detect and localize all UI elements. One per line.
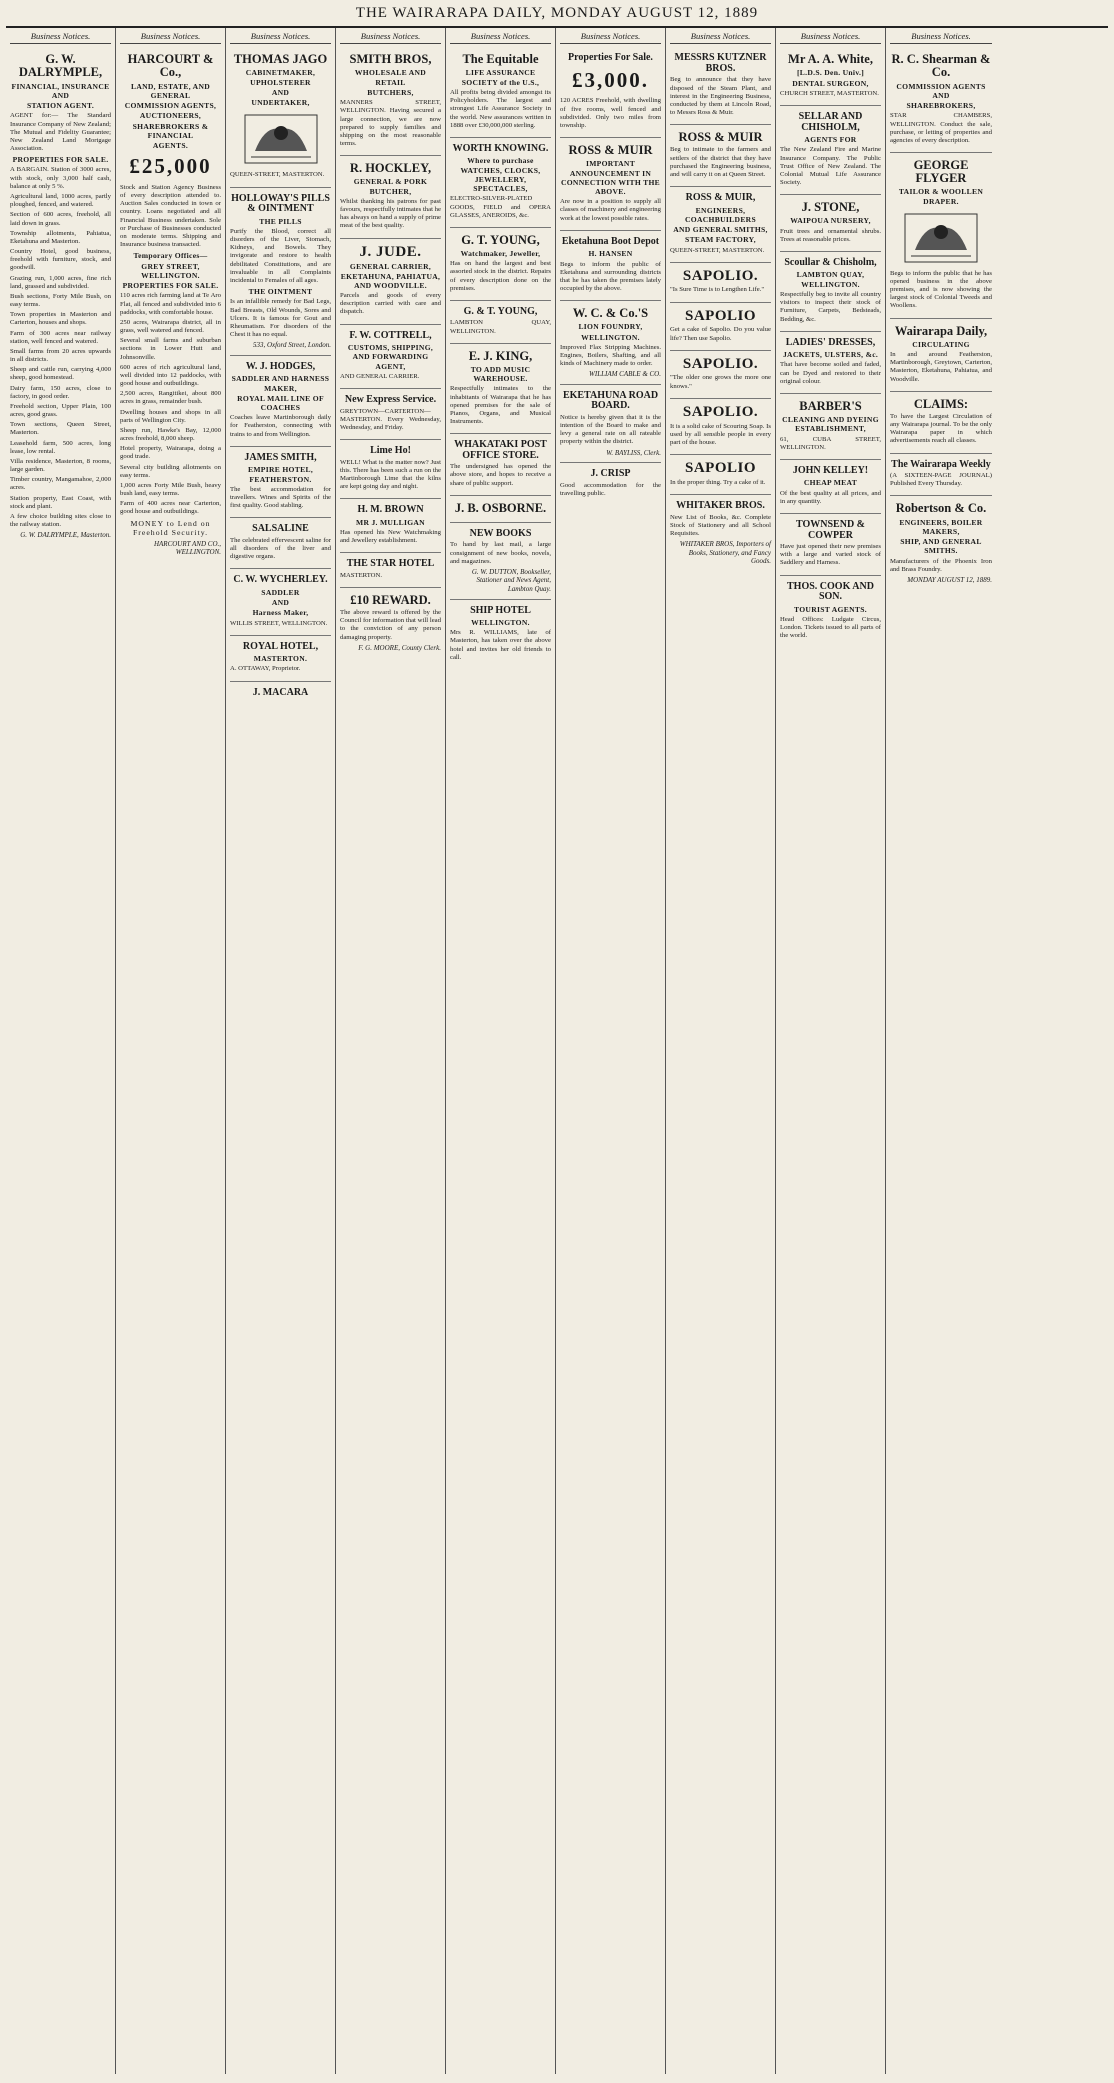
ad-title: ROSS & MUIR, xyxy=(685,192,756,204)
ad-subheading: LIFE ASSURANCE SOCIETY of the U.S., xyxy=(461,68,540,87)
ad-body: Purify the Blood, correct all disorders of the Liver, Stomach, Kidneys, and Bowels. They invigorate and restore to health debilitated Constitutions, and are invaluable in all Complaints incidental to Females of all ages. xyxy=(230,227,331,284)
column-6 xyxy=(556,28,666,2074)
ad-title: GEORGE FLYGER xyxy=(913,158,969,186)
advertisement xyxy=(230,682,331,706)
column-heading: Business Notices. xyxy=(450,28,551,44)
ad-subheading: SHAREBROKERS & FINANCIAL xyxy=(132,121,209,140)
ad-subheading: LAMBTON QUAY, WELLINGTON. xyxy=(796,270,865,289)
ad-body: Has opened his New Watchmaking and Jewellery establishment. xyxy=(340,528,441,545)
ad-body: Parcels and goods of every description carried with care and dispatch. xyxy=(340,292,441,316)
ad-title: J. B. OSBORNE. xyxy=(454,500,547,515)
ad-subheading: COMMISSION AGENTS, xyxy=(124,101,217,111)
ad-subheading: CIRCULATING xyxy=(912,339,970,349)
ad-subheading: Harness Maker, xyxy=(252,608,309,618)
advertisement xyxy=(890,47,992,153)
ad-body: AND GENERAL CARRIER. xyxy=(340,372,420,380)
ad-body: Good accommodation for the travelling public. xyxy=(560,481,661,497)
list-item: Farm of 400 acres near Carterton, good house and outbuildings. xyxy=(120,500,221,516)
ad-subheading: SADDLER xyxy=(261,587,300,597)
ad-subheading: EMPIRE HOTEL, FEATHERSTON. xyxy=(247,465,314,484)
ad-subheading: MASTERTON. xyxy=(253,654,308,664)
list-item: Hotel property, Wairarapa, doing a good trade. xyxy=(120,445,221,461)
ad-body: The above reward is offered by the Council for information that will lead to the conviction of any person damaging property. xyxy=(340,609,441,641)
advertisement xyxy=(670,495,771,571)
ad-title: HARCOURT & Co., xyxy=(127,52,214,80)
columns-container xyxy=(6,28,1108,2074)
ad-subheading: TAILOR & WOOLLEN DRAPER. xyxy=(898,187,984,206)
ad-body: To have the Largest Circulation of any Wairarapa journal. To be the only Wairarapa paper in which advertisements reach all classes. xyxy=(890,412,992,445)
list-item: 110 acres rich farming land at Te Aro Flat, all fenced and subdivided into 6 paddocks, with comfortable house. xyxy=(120,292,221,316)
ad-title: Robertson & Co. xyxy=(895,501,987,516)
ad-title: TOWNSEND & COWPER xyxy=(796,519,865,541)
advertisement xyxy=(340,325,441,389)
ad-subheading: CLEANING AND DYEING ESTABLISHMENT, xyxy=(782,415,879,434)
advertisement xyxy=(670,125,771,187)
ad-section-heading: GREY STREET, WELLINGTON. xyxy=(141,261,200,280)
column-heading: Business Notices. xyxy=(780,28,881,44)
ad-title: W. C. & Co.'S xyxy=(572,306,649,321)
ad-body: (A SIXTEEN-PAGE JOURNAL) Published Every Thursday. xyxy=(890,472,992,488)
list-item: Bush sections, Forty Mile Bush, on easy terms. xyxy=(10,292,111,309)
list-item: Country Hotel, good business, freehold with furniture, stock, and goodwill. xyxy=(10,248,111,272)
engraving-illustration xyxy=(897,210,985,266)
ad-section-heading: PROPERTIES FOR SALE. xyxy=(122,281,219,291)
ad-title: JOHN KELLEY! xyxy=(792,464,869,476)
ad-title: The Wairarapa Weekly xyxy=(891,458,991,470)
ad-subheading: GENERAL & PORK BUTCHER, xyxy=(353,177,428,196)
list-item: 1,000 acres Forty Mile Bush, heavy bush land, easy terms. xyxy=(120,481,221,498)
ad-title: J. MACARA xyxy=(252,686,309,698)
list-item: Agricultural land, 1000 acres, partly ploughed, fenced, and watered. xyxy=(10,192,111,209)
advertisement xyxy=(450,523,551,600)
ad-body: 120 ACRES Freehold, with dwelling of five rooms, well fenced and subdivided. Only two miles from township. xyxy=(560,97,661,129)
list-item: Township allotments, Pahiatua, Eketahuna and Masterton. xyxy=(10,229,111,245)
advertisement xyxy=(450,301,551,344)
ad-subheading: AUCTIONEERS, xyxy=(139,111,202,121)
ad-title: SAPOLIO. xyxy=(682,355,759,372)
ad-title: EKETAHUNA ROAD BOARD. xyxy=(562,389,659,412)
ad-subheading: MR J. MULLIGAN xyxy=(356,517,425,527)
column-9 xyxy=(886,28,996,2074)
ad-title: New Express Service. xyxy=(344,394,437,406)
list-item: Several city building allotments on easy terms. xyxy=(120,463,221,479)
ad-title: R. HOCKLEY, xyxy=(349,161,432,176)
ad-title: F. W. COTTRELL, xyxy=(349,329,432,341)
list-item: Dairy farm, 150 acres, close to factory, in good order. xyxy=(10,384,111,400)
ad-subheading: SADDLER AND HARNESS MAKER, xyxy=(231,374,330,393)
ad-body: Respectfully beg to invite all country visitors to inspect their stock of Furniture, Carpets, Bedsteads, Bedding, &c. xyxy=(780,290,881,323)
advertisement xyxy=(340,588,441,657)
advertisement xyxy=(450,600,551,669)
ad-title: SALSALINE xyxy=(252,523,309,535)
ad-subheading: CABINETMAKER, UPHOLSTERER xyxy=(245,68,316,87)
column-7 xyxy=(666,28,776,2074)
ad-title: THE STAR HOTEL xyxy=(346,558,435,570)
ad-body: Beg to intimate to the farmers and settlers of the district that they have purchased the Engineering business, and will carry it on at Queen Street. xyxy=(670,146,771,178)
advertisement xyxy=(340,553,441,588)
ad-signature: F. G. MOORE, County Clerk. xyxy=(358,643,441,652)
advertisement xyxy=(120,47,221,561)
ad-body: GREYTOWN—CARTERTON—MASTERTON. Every Wednesday, Wednesday, and Friday. xyxy=(340,407,441,431)
advertisement xyxy=(450,434,551,496)
masthead xyxy=(6,0,1108,28)
ad-title: W. J. HODGES, xyxy=(245,360,316,372)
ad-body: Has on hand the largest and best assorted stock in the district. Repairs of every description done on the premises. xyxy=(450,260,551,292)
ad-title: J. CRISP xyxy=(590,468,631,480)
ad-body: A. OTTAWAY, Proprietor. xyxy=(230,665,301,673)
advertisement xyxy=(560,231,661,301)
ad-title: G. T. YOUNG, xyxy=(461,232,540,247)
ad-body: Are now in a position to supply all classes of machinery and engineering work at the lowest possible rates. xyxy=(560,198,661,222)
ad-subheading: CUSTOMS, SHIPPING, AND FORWARDING AGENT, xyxy=(347,343,434,371)
ad-subheading: SHIP, AND GENERAL SMITHS. xyxy=(900,537,982,556)
column-heading: Business Notices. xyxy=(890,28,992,44)
ad-body: Stock and Station Agency Business of every description attended to. Auction Sales conducted in town or country. Loans negotiated and all Financial Business undertaken. Sole or Purchase of Businesses conducted on moderate terms. Shipping and Insurance business transacted. xyxy=(120,183,221,249)
ad-body: Fruit trees and ornamental shrubs. Trees at reasonable prices. xyxy=(780,227,881,243)
column-heading: Business Notices. xyxy=(340,28,441,44)
list-item: 250 acres, Wairarapa district, all in grass, well watered and fenced. xyxy=(120,318,221,335)
ad-subheading: SHAREBROKERS, xyxy=(906,101,976,111)
list-item: Town sections, Queen Street, Masterton. xyxy=(10,421,111,437)
ad-body: All profits being divided amongst its Policyholders. The largest and strongest Life Assurance Society in the world. New assurances written in 1888 over £30,000,000 sterling. xyxy=(450,88,551,129)
ad-signature: W. BAYLISS, Clerk. xyxy=(606,448,661,457)
ad-title: WHAKATAKI POST OFFICE STORE. xyxy=(454,439,547,461)
ad-subheading: AGENTS. xyxy=(152,141,189,151)
advertisement xyxy=(230,569,331,635)
column-heading: Business Notices. xyxy=(560,28,661,44)
advertisement xyxy=(890,392,992,454)
advertisement xyxy=(340,499,441,553)
ad-title: SAPOLIO. xyxy=(682,267,759,284)
list-item: Is an infallible remedy for Bad Legs, Bad Breasts, Old Wounds, Sores and Ulcers. It is famous for Gout and Rheumatism. For disorders of the Chest it has no equal. xyxy=(230,298,331,339)
ad-body: The undersigned has opened the above store, and hopes to receive a share of public support. xyxy=(450,463,551,487)
ad-subheading: IMPORTANT ANNOUNCEMENT IN CONNECTION WITH THE ABOVE. xyxy=(560,159,661,197)
ad-body: WELL! What is the matter now? Just this. There has been such a run on the Martinborough Lime that the kilns are kept going day and night. xyxy=(340,458,441,491)
advertisement xyxy=(450,138,551,228)
advertisement xyxy=(230,518,331,569)
ad-body: "Is Sure Time is to Lengthen Life." xyxy=(670,286,765,294)
list-item: Section of 600 acres, freehold, all laid down in grass. xyxy=(10,211,111,227)
ad-subheading: H. HANSEN xyxy=(588,249,633,259)
ad-title: ROSS & MUIR xyxy=(568,143,653,158)
ad-signature: WILLIAM CABLE & CO. xyxy=(589,370,661,379)
ad-title: NEW BOOKS xyxy=(469,527,532,539)
advertisement xyxy=(340,389,441,440)
advertisement xyxy=(670,303,771,351)
ad-title: G. W. DALRYMPLE, xyxy=(18,52,103,80)
advertisement xyxy=(780,47,881,106)
ad-title: SAPOLIO xyxy=(684,307,756,324)
ad-title: SELLAR AND CHISHOLM, xyxy=(798,111,863,133)
ad-title: WHITAKER BROS. xyxy=(676,500,765,511)
ad-subheading: WHOLESALE AND RETAIL xyxy=(354,68,427,87)
ad-body: Begs to inform the public of Eketahuna and surrounding districts that he has taken the premises lately occupied by the above. xyxy=(560,260,661,293)
ad-title: THOS. COOK AND SON. xyxy=(787,580,874,603)
ad-body: Improved Flax Stripping Machines. Engines, Boilers, Shafting, and all kinds of Machinery made to order. xyxy=(560,343,661,368)
ad-title: BARBER'S xyxy=(799,398,862,413)
list-item: Station property, East Coast, with stock and plant. xyxy=(10,494,111,510)
advertisement xyxy=(670,187,771,263)
ad-subheading: LAND, ESTATE, AND GENERAL xyxy=(130,81,211,100)
advertisement xyxy=(560,463,661,505)
ad-section-heading: THE OINTMENT xyxy=(248,287,313,297)
ad-title: CLAIMS: xyxy=(913,396,969,411)
advertisement xyxy=(780,514,881,576)
ad-title: The Equitable xyxy=(462,52,539,67)
column-5 xyxy=(446,28,556,2074)
ad-subheading: Where to purchase WATCHES, CLOCKS, JEWELLERY, SPECTACLES, xyxy=(460,156,541,194)
ad-title: ROYAL HOTEL, xyxy=(242,640,319,652)
ad-price: £25,000 xyxy=(129,154,212,179)
column-2 xyxy=(116,28,226,2074)
column-1 xyxy=(6,28,116,2074)
ad-subheading: ENGINEERS, COACHBUILDERS xyxy=(685,205,756,224)
ad-subheading: STATION AGENT. xyxy=(26,101,95,111)
ad-section-heading: Temporary Offices— xyxy=(133,251,208,261)
ad-title: WORTH KNOWING. xyxy=(452,142,549,154)
ad-title: SAPOLIO xyxy=(684,460,756,477)
ad-subheading: TOURIST AGENTS. xyxy=(793,604,867,614)
ad-body: Head Offices: Ludgate Circus, London. Tickets issued to all parts of the world. xyxy=(780,615,881,640)
advertisement xyxy=(450,344,551,434)
ad-subheading: WAIPOUA NURSERY, xyxy=(790,216,871,226)
masthead-title: THE WAIRARAPA DAILY, MONDAY AUGUST 12, 1889 xyxy=(355,4,759,21)
ad-subheading: LION FOUNDRY, xyxy=(578,322,643,332)
advertisement xyxy=(230,356,331,447)
ad-title: £10 REWARD. xyxy=(350,592,431,607)
list-item: Several small farms and suburban sections in Lower Hutt and Johnsonville. xyxy=(120,337,221,361)
ad-signature: WHITAKER BROS, Importers of Books, Stationery, and Fancy Goods. xyxy=(679,540,771,566)
list-item: Villa residence, Masterton, 8 rooms, large garden. xyxy=(10,457,111,474)
ad-body: MANNERS STREET, WELLINGTON. Having secured a large connection, we are now prepared to supply families and shipping on the most reasonable terms. xyxy=(340,99,441,148)
ad-section-heading: PROPERTIES FOR SALE. xyxy=(12,155,109,165)
ad-body: That have become soiled and faded, can be Dyed and restored to their original colour. xyxy=(780,361,881,385)
ad-title: HOLLOWAY'S PILLS & OINTMENT xyxy=(231,192,330,215)
ad-title: SMITH BROS, xyxy=(349,52,432,67)
ad-title: Eketahuna Boot Depot xyxy=(561,235,660,247)
property-list xyxy=(230,298,331,339)
ad-subheading: CHEAP MEAT xyxy=(803,478,858,488)
column-heading: Business Notices. xyxy=(120,28,221,44)
ad-signature: 533, Oxford Street, London. xyxy=(252,341,331,350)
ad-title: MESSRS KUTZNER BROS. xyxy=(674,52,767,74)
ad-body: Coaches leave Martinborough daily for Featherston, connecting with trains to and from Wellington. xyxy=(230,414,331,438)
ad-subheading: UNDERTAKER, xyxy=(251,98,310,108)
list-item: Town properties in Masterton and Carterton, houses and shops. xyxy=(10,311,111,327)
advertisement xyxy=(670,47,771,125)
advertisement xyxy=(340,239,441,325)
advertisement xyxy=(780,460,881,514)
ad-body: Beg to announce that they have disposed of the Steam Plant, and interest in the Engineering Business, conducted by them at Lincoln Road, to Messrs Ross & Muir. xyxy=(670,76,771,117)
ad-subheading: ENGINEERS, BOILER MAKERS, xyxy=(899,517,983,536)
ad-subheading: AGENTS FOR xyxy=(804,135,857,145)
ad-body: Manufacturers of the Phoenix Iron and Brass Foundry. xyxy=(890,557,992,573)
ad-body: ELECTRO-SILVER-PLATED GOODS, FIELD and OPERA GLASSES, ANEROIDS, &c. xyxy=(450,195,551,219)
list-item: Sheep and cattle run, carrying 4,000 sheep, good homestead. xyxy=(10,366,111,382)
ad-title: Scoullar & Chisholm, xyxy=(784,256,877,268)
column-3 xyxy=(226,28,336,2074)
ad-subheading: BUTCHERS, xyxy=(367,87,414,97)
ad-title: C. W. WYCHERLEY. xyxy=(233,574,328,586)
ad-title: ROSS & MUIR xyxy=(678,130,763,145)
ad-body: LAMBTON QUAY, WELLINGTON. xyxy=(450,319,551,335)
list-item: 600 acres of rich agricultural land, well divided into 12 paddocks, with good house and outbuildings. xyxy=(120,363,221,388)
list-item: Small farms from 20 acres upwards in all districts. xyxy=(10,347,111,364)
ad-subheading: WELLINGTON. xyxy=(471,618,530,627)
engraving-illustration xyxy=(237,111,325,167)
ad-subheading: [L.D.S. Den. Univ.] xyxy=(796,68,865,78)
ad-title: G. & T. YOUNG, xyxy=(463,305,538,317)
list-item: Farm of 300 acres near railway station, well fenced and watered. xyxy=(10,329,111,345)
advertisement xyxy=(450,496,551,523)
ad-subheading: TO ADD MUSIC WAREHOUSE. xyxy=(470,364,531,384)
ad-body: Begs to inform the public that he has opened business in the above premises, and is now showing the largest stock of Colonial Tweeds and Woollens. xyxy=(890,269,992,310)
ad-title: Mr A. A. White, xyxy=(788,52,873,67)
advertisement xyxy=(560,47,661,138)
column-heading: Business Notices. xyxy=(230,28,331,44)
property-list xyxy=(10,166,111,529)
ad-subheading: COMMISSION AGENTS AND xyxy=(896,81,986,100)
advertisement xyxy=(890,496,992,589)
ad-body: AGENT for:— The Standard Insurance Company of New Zealand; The Mutual and Fidelity Guarantee; New Zealand Land Mortgage Association. xyxy=(10,112,111,153)
advertisement xyxy=(340,440,441,499)
list-item: Grazing run, 1,000 acres, fine rich land, grassed and subdivided. xyxy=(10,274,111,290)
ad-title: Lime Ho! xyxy=(370,445,411,457)
list-item: Timber country, Mangamahoe, 2,000 acres. xyxy=(10,476,111,492)
advertisement xyxy=(780,394,881,460)
advertisement xyxy=(10,47,111,545)
list-item: A BARGAIN. Station of 3000 acres, with stock, only 3,000 half cash, balance at only 5 %. xyxy=(10,166,111,190)
ad-subheading: THE PILLS xyxy=(259,216,302,226)
ad-subheading: ROYAL MAIL LINE OF COACHES xyxy=(237,393,324,412)
ad-body: CHURCH STREET, MASTERTON. xyxy=(780,89,879,97)
advertisement xyxy=(780,106,881,195)
ad-signature: HARCOURT AND CO., WELLINGTON. xyxy=(153,539,221,557)
advertisement xyxy=(340,156,441,238)
advertisement xyxy=(450,228,551,301)
ad-body: Respectfully intimates to the inhabitants of Wairarapa that he has opened premises for the sale of Pianos, Organs, and Musical Instruments. xyxy=(450,385,551,426)
list-item: Dwelling houses and shops in all parts of Wellington City. xyxy=(120,408,221,424)
list-item: 2,500 acres, Rangitikei, about 800 acres in grass, remainder bush. xyxy=(120,390,221,406)
ad-title: LADIES' DRESSES, xyxy=(785,336,876,348)
ad-signature: MONDAY AUGUST 12, 1889. xyxy=(907,575,992,584)
ad-title: SAPOLIO. xyxy=(682,403,759,420)
ad-body: Have just opened their new premises with a large and varied stock of Saddlery and Harness. xyxy=(780,543,881,567)
ad-subheading: STEAM FACTORY, xyxy=(685,235,756,245)
ad-subheading: FINANCIAL, INSURANCE AND xyxy=(11,81,110,100)
list-item: A few choice building sites close to the railway station. xyxy=(10,513,111,529)
ad-body: Mrs R. WILLIAMS, late of Masterton, has taken over the above hotel and invites her old friends to call. xyxy=(450,629,551,661)
ad-title: THOMAS JAGO xyxy=(233,52,328,67)
advertisement xyxy=(560,301,661,385)
advertisement xyxy=(560,385,661,463)
ad-title: H. M. BROWN xyxy=(357,504,424,516)
ad-body: 61, CUBA STREET, WELLINGTON. xyxy=(780,435,881,451)
ad-title: J. JUDE. xyxy=(359,243,422,260)
ad-subheading: JACKETS, ULSTERS, &c. xyxy=(782,350,879,360)
ad-title: SHIP HOTEL xyxy=(470,604,531,616)
ad-subheading: AND xyxy=(271,598,290,608)
ad-body: STAR CHAMBERS, WELLINGTON. Conduct the sale, purchase, or letting of properties and agencies of every description. xyxy=(890,112,992,144)
list-item: Leasehold farm, 500 acres, long lease, low rental. xyxy=(10,439,111,455)
ad-subheading: DENTAL SURGEON, xyxy=(792,78,869,88)
advertisement xyxy=(780,252,881,332)
advertisement xyxy=(560,138,661,231)
ad-body: MASTERTON. xyxy=(340,571,383,579)
advertisement xyxy=(780,332,881,394)
advertisement xyxy=(780,195,881,252)
advertisement xyxy=(450,47,551,137)
ad-title: Properties For Sale. xyxy=(568,52,653,64)
advertisement xyxy=(670,351,771,399)
ad-body: QUEEN-STREET, MASTERTON. xyxy=(230,171,325,179)
advertisement xyxy=(670,263,771,303)
ad-footer: MONEY to Lend on Freehold Security. xyxy=(130,518,211,538)
ad-body: WILLIS STREET, WELLINGTON. xyxy=(230,619,328,627)
ad-body: The New Zealand Fire and Marine Insurance Company. The Public Trust Office of New Zealand. The Colonial Mutual Life Assurance Society. xyxy=(780,146,881,187)
advertisement xyxy=(670,399,771,455)
advertisement xyxy=(890,454,992,497)
ad-subheading: AND GENERAL SMITHS, xyxy=(673,225,768,235)
list-item: Freehold section, Upper Plain, 100 acres, good grass. xyxy=(10,402,111,419)
column-heading: Business Notices. xyxy=(670,28,771,44)
ad-body: To hand by last mail, a large consignment of new books, novels, and magazines. xyxy=(450,541,551,565)
property-list xyxy=(120,292,221,516)
ad-signature: G. W. DALRYMPLE, Masterton. xyxy=(20,531,111,540)
advertisement xyxy=(230,447,331,519)
ad-subheading: Watchmaker, Jeweller, xyxy=(460,248,541,258)
column-8 xyxy=(776,28,886,2074)
ad-body: Whilst thanking his patrons for past favours, respectfully intimates that he has always on hand a supply of prime meat of the best quality. xyxy=(340,197,441,230)
ad-body: Notice is hereby given that it is the intention of the Board to make and levy a general rate on all rateable property within the district. xyxy=(560,413,661,446)
list-item: Sheep run, Hawke's Bay, 12,000 acres freehold, 8,000 sheep. xyxy=(120,426,221,443)
ad-signature: G. W. DUTTON, Bookseller, Stationer and News Agent, Lambton Quay. xyxy=(471,567,551,593)
ad-title: E. J. KING, xyxy=(468,348,533,363)
ad-title: JAMES SMITH, xyxy=(244,451,317,463)
advertisement xyxy=(890,153,992,319)
advertisement xyxy=(890,319,992,392)
ad-subheading: WELLINGTON. xyxy=(581,332,640,342)
column-heading: Business Notices. xyxy=(10,28,111,44)
ad-title: J. STONE, xyxy=(801,200,860,215)
ad-body: In and around Featherston, Martinborough, Greytown, Carterton, Masterton, Eketahuna, Pahiatua, and Woodville. xyxy=(890,351,992,383)
ad-body: The celebrated effervescent saline for all disorders of the liver and digestive organs. xyxy=(230,536,331,561)
ad-subheading: AND xyxy=(271,87,290,97)
advertisement xyxy=(670,455,771,495)
advertisement xyxy=(230,47,331,187)
ad-body: "The older one grows the more one knows." xyxy=(670,374,771,390)
ad-body: Of the best quality at all prices, and in any quantity. xyxy=(780,489,881,505)
ad-body: New List of Books, &c. Complete Stock of Stationery and all School Requisites. xyxy=(670,513,771,537)
ad-body: It is a solid cake of Scouring Soap. Is used by all sensible people in every part of the house. xyxy=(670,422,771,446)
column-4 xyxy=(336,28,446,2074)
ad-price: £3,000. xyxy=(572,67,649,92)
advertisement xyxy=(230,188,331,356)
ad-body: In the proper thing. Try a cake of it. xyxy=(670,478,766,486)
ad-title: Wairarapa Daily, xyxy=(894,323,988,338)
ad-body: The best accommodation for travellers. Wines and Spirits of the first quality. Good stabling. xyxy=(230,485,331,510)
advertisement xyxy=(230,636,331,682)
advertisement xyxy=(340,47,441,156)
ad-body: QUEEN-STREET, MASTERTON. xyxy=(670,246,765,254)
advertisement xyxy=(780,576,881,648)
ad-subheading: GENERAL CARRIER, EKETAHUNA, PAHIATUA, AND WOODVILLE. xyxy=(340,262,441,290)
ad-title: R. C. Shearman & Co. xyxy=(891,52,991,80)
ad-body: Get a cake of Sapolio. Do you value life? Then use Sapolio. xyxy=(670,326,771,342)
